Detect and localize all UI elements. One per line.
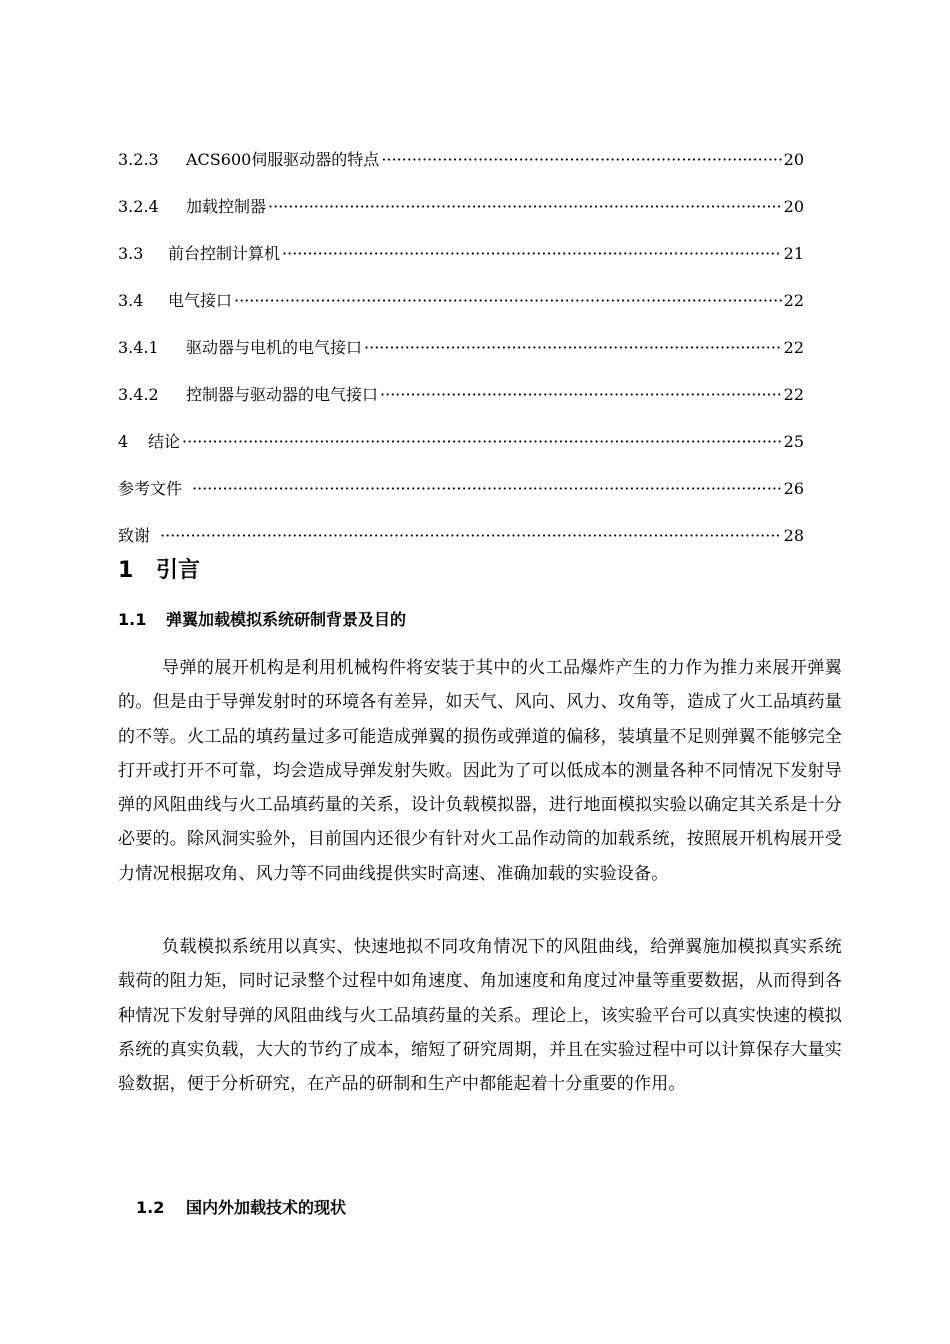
toc-entry-number: 3.2.3 bbox=[118, 149, 159, 169]
subsection-heading-1-2 bbox=[136, 1197, 346, 1219]
subsection-heading-1-1 bbox=[118, 609, 406, 631]
table-of-contents bbox=[118, 136, 804, 559]
toc-leader-dots bbox=[234, 291, 782, 311]
toc-leader-dots bbox=[282, 244, 782, 264]
toc-entry-number: 3.3 bbox=[118, 243, 144, 263]
toc-entry-title: 控制器与驱动器的电气接口 bbox=[186, 384, 379, 404]
subsection-title: 弹翼加载模拟系统研制背景及目的 bbox=[166, 610, 407, 629]
toc-entry-title: 驱动器与电机的电气接口 bbox=[186, 337, 363, 357]
toc-entry[interactable] bbox=[118, 371, 804, 418]
toc-entry[interactable] bbox=[118, 324, 804, 371]
toc-leader-dots bbox=[364, 338, 782, 358]
toc-entry[interactable] bbox=[118, 512, 804, 559]
toc-entry-title: 加载控制器 bbox=[186, 196, 267, 216]
toc-leader-dots bbox=[192, 479, 782, 499]
section-heading-1 bbox=[118, 556, 200, 586]
toc-entry-number: 3.4.1 bbox=[118, 337, 159, 357]
section-title: 引言 bbox=[156, 558, 201, 583]
toc-entry-number: 4 bbox=[118, 431, 129, 451]
toc-entry-number: 3.4 bbox=[118, 290, 144, 310]
subsection-title: 国内外加载技术的现状 bbox=[186, 1198, 347, 1217]
subsection-number: 1.1 bbox=[118, 610, 147, 629]
subsection-number: 1.2 bbox=[136, 1198, 165, 1217]
body-paragraph: 导弹的展开机构是利用机械构件将安装于其中的火工品爆炸产生的力作为推力来展开弹翼的。但是由于导弹发射时的环境各有差异，如天气、风向、风力、攻角等，造成了火工品填药量的不等。火工品的填药量过多可能造成弹翼的损伤或弹道的偏移，装填量不足则弹翼不能够完全打开或打开不可靠，均会造成导弹发射失败。因此为了可以低成本的测量各种不同情况下发射导弹的风阻曲线与火工品填药量的关系，设计负载模拟器，进行地面模拟实验以确定其关系是十分必要的。除风洞实验外，目前国内还很少有针对火工品作动筒的加载系统，按照展开机构展开受力情况根据攻角、风力等不同曲线提供实时高速、准确加载的实验设备。 bbox=[118, 658, 842, 884]
toc-entry-title: 电气接口 bbox=[168, 290, 233, 310]
toc-entry-page: 20 bbox=[783, 149, 804, 169]
toc-entry-title: ACS600伺服驱动器的特点 bbox=[186, 149, 380, 169]
toc-entry-page: 21 bbox=[783, 243, 804, 263]
toc-entry[interactable] bbox=[118, 183, 804, 230]
toc-entry[interactable] bbox=[118, 277, 804, 324]
toc-leader-dots bbox=[160, 526, 782, 546]
toc-entry-page: 26 bbox=[783, 478, 804, 498]
toc-entry[interactable] bbox=[118, 136, 804, 183]
toc-entry-page: 25 bbox=[783, 431, 804, 451]
body-paragraph: 负载模拟系统用以真实、快速地拟不同攻角情况下的风阻曲线，给弹翼施加模拟真实系统载荷的阻力矩，同时记录整个过程中如角速度、角加速度和角度过冲量等重要数据，从而得到各种情况下发射导弹的风阻曲线与火工品填药量的关系。理论上，该实验平台可以真实快速的模拟系统的真实负载，大大的节约了成本，缩短了研究周期，并且在实验过程中可以计算保存大量实验数据，便于分析研究，在产品的研制和生产中都能起着十分重要的作用。 bbox=[118, 937, 842, 1095]
toc-entry[interactable] bbox=[118, 465, 804, 512]
toc-entry-number: 3.4.2 bbox=[118, 384, 159, 404]
toc-entry-page: 22 bbox=[783, 337, 804, 357]
toc-entry-title: 前台控制计算机 bbox=[168, 243, 281, 263]
toc-leader-dots bbox=[182, 432, 782, 452]
toc-entry[interactable] bbox=[118, 230, 804, 277]
toc-entry-page: 20 bbox=[783, 196, 804, 216]
toc-leader-dots bbox=[381, 150, 781, 170]
section-number: 1 bbox=[118, 558, 134, 583]
toc-entry-page: 28 bbox=[783, 525, 804, 545]
toc-leader-dots bbox=[380, 385, 782, 405]
toc-entry-title: 参考文件 bbox=[118, 478, 183, 498]
toc-entry-number: 3.2.4 bbox=[118, 196, 159, 216]
toc-entry[interactable] bbox=[118, 418, 804, 465]
toc-leader-dots bbox=[268, 197, 782, 217]
toc-entry-title: 结论 bbox=[148, 431, 181, 451]
toc-entry-page: 22 bbox=[783, 384, 804, 404]
toc-entry-page: 22 bbox=[783, 290, 804, 310]
toc-entry-title: 致谢 bbox=[118, 525, 151, 545]
